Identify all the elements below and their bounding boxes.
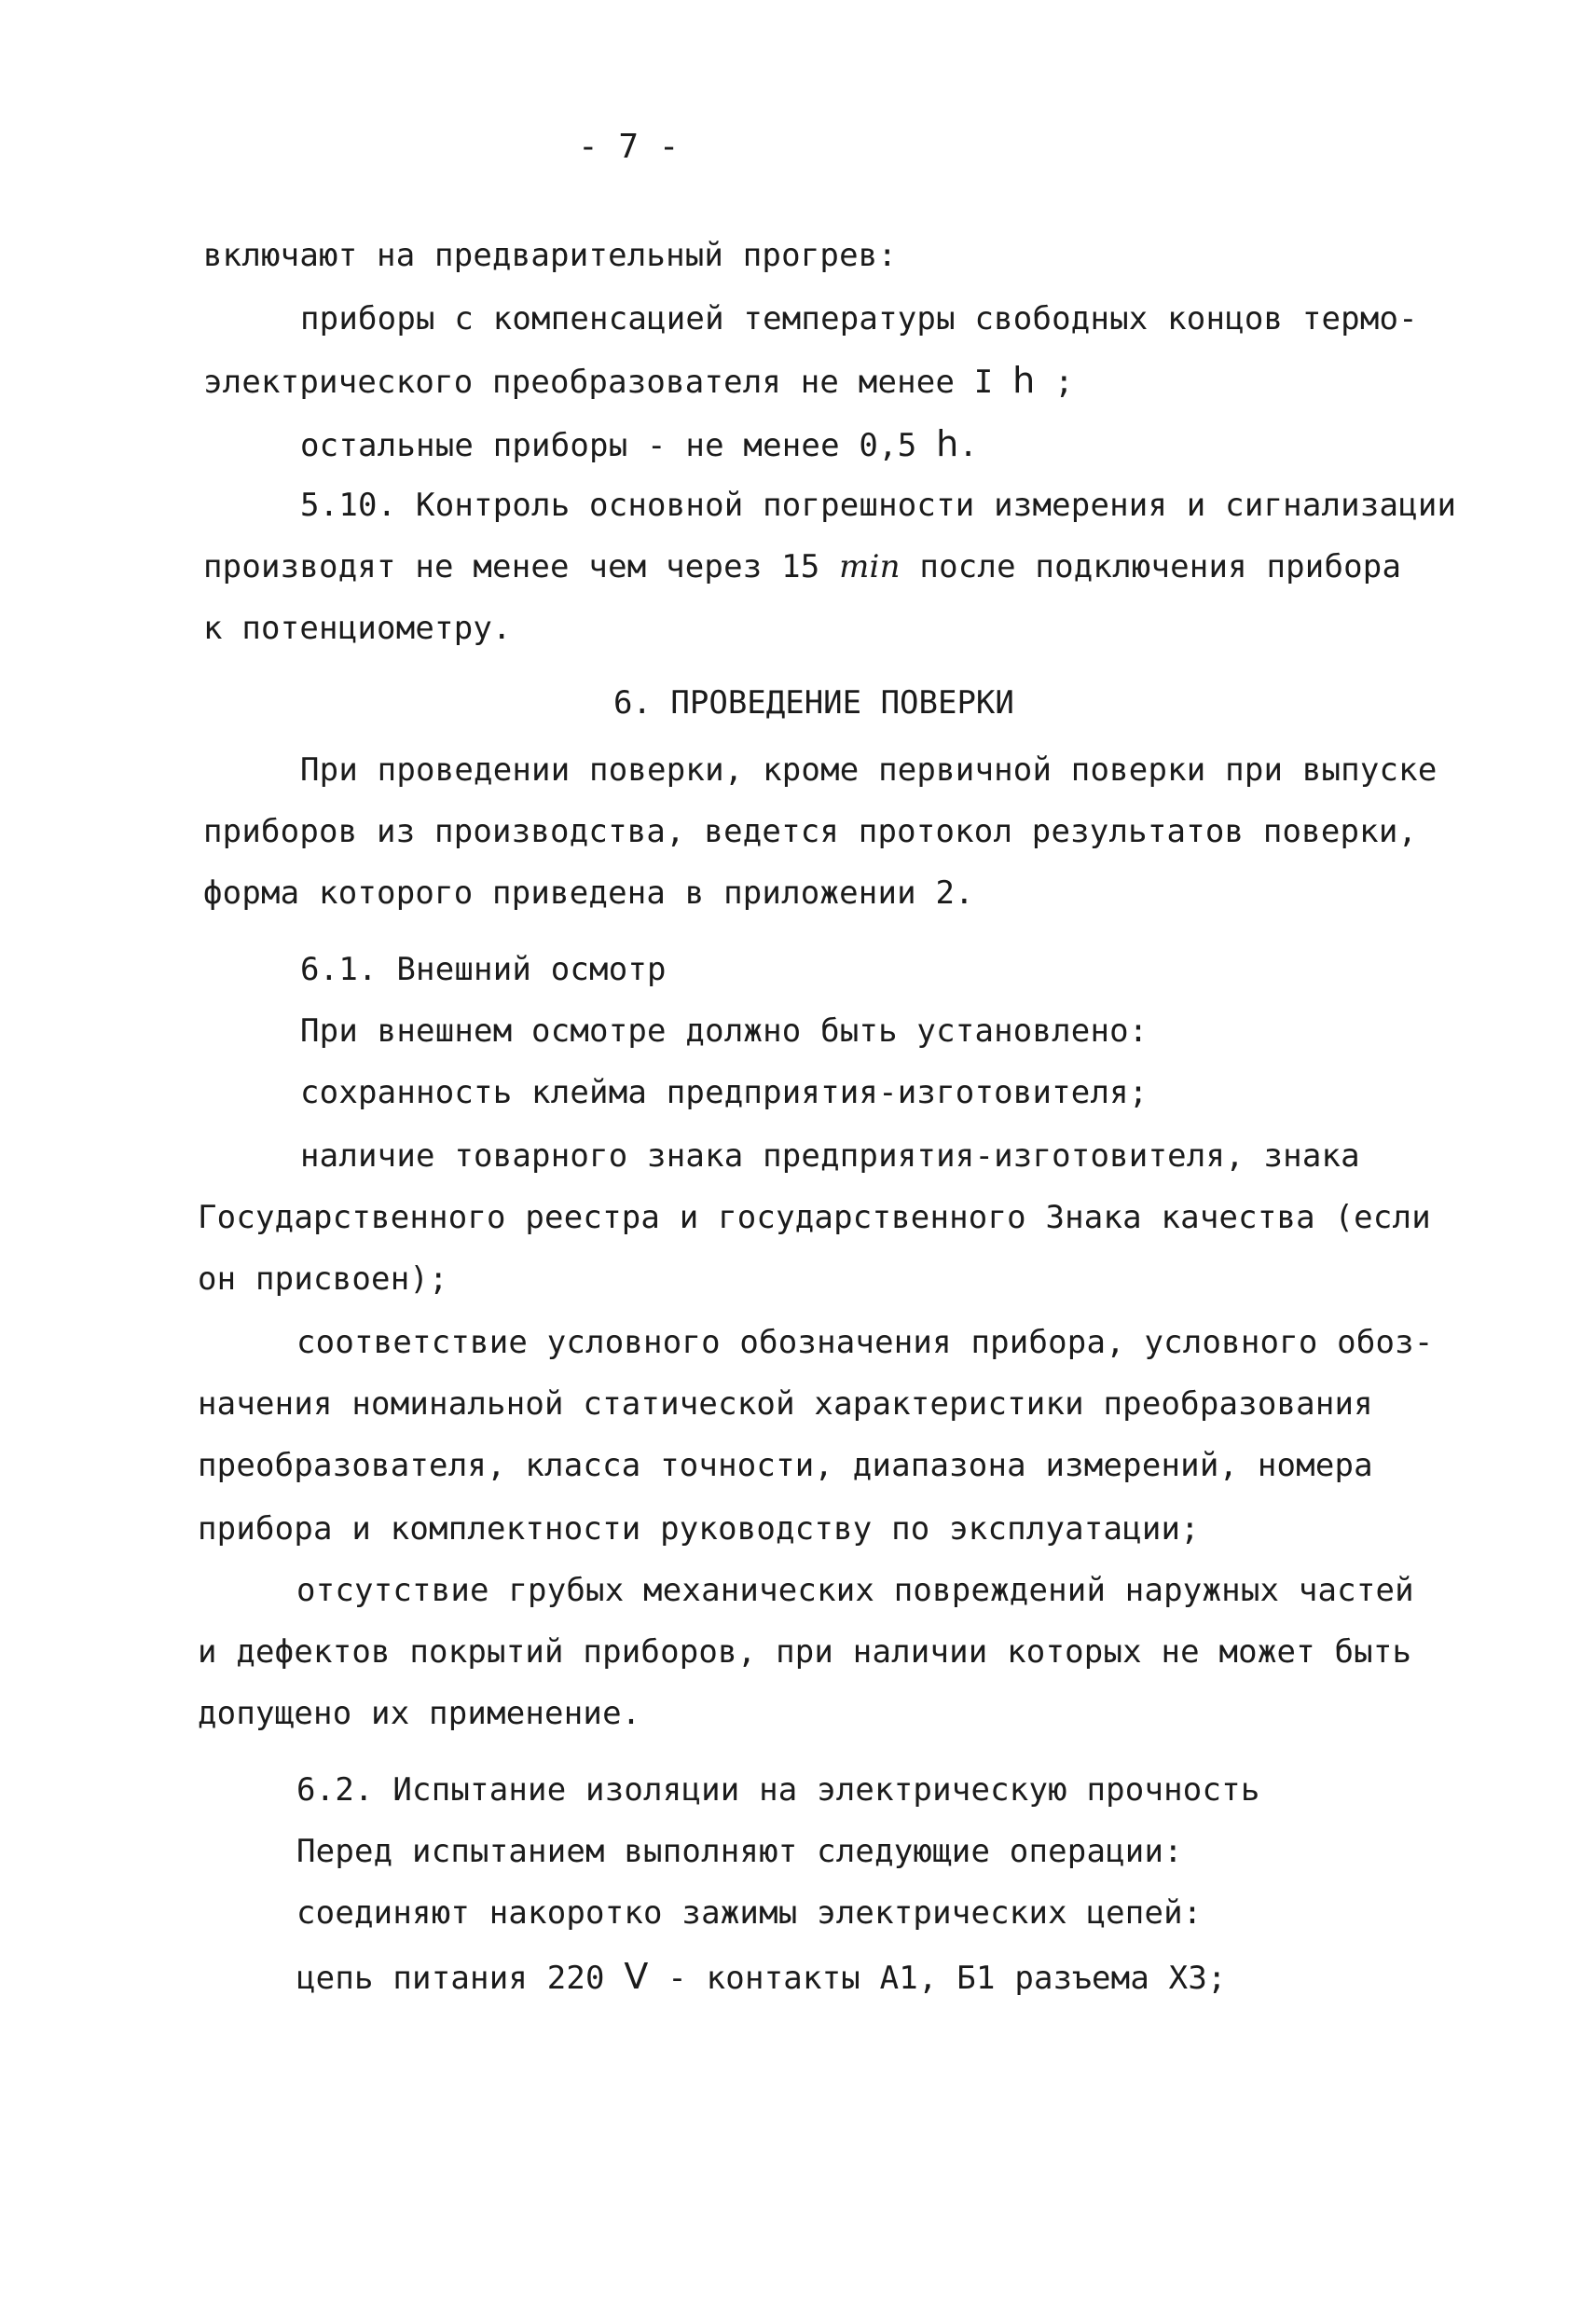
unit-minute: min: [839, 548, 901, 585]
text-line-27-text-a: цепь питания 220: [296, 1960, 625, 1997]
text-line-22-text: и дефектов покрытий приборов, при наличии которых не может быть: [198, 1633, 1412, 1671]
text-line-16-text: он присвоен);: [198, 1260, 448, 1298]
text-line-3: [203, 362, 1074, 401]
text-line-18: [198, 1385, 1373, 1423]
text-line-15-text: Государственного реестра и государственного Знака качества (если: [198, 1199, 1431, 1236]
text-line-8-text: При проведении поверки, кроме первичной поверки при выпуске: [300, 751, 1438, 789]
text-line-7-text: к потенциометру.: [203, 610, 512, 647]
text-line-16: [198, 1260, 448, 1298]
text-line-6: [203, 548, 1401, 585]
text-line-4: [300, 425, 978, 464]
text-line-14-text: наличие товарного знака предприятия-изготовителя, знака: [300, 1137, 1360, 1175]
text-line-6-text-b: после подключения прибора: [900, 548, 1402, 585]
text-line-8: [300, 751, 1438, 789]
text-line-17: [296, 1324, 1434, 1361]
text-line-5: [300, 487, 1456, 524]
text-line-17-text: соответствие условного обозначения прибора, условного обоз-: [296, 1324, 1434, 1361]
text-line-12: [300, 1012, 1148, 1050]
subsection-heading-6-1-text: 6.1. Внешний осмотр: [300, 951, 667, 988]
text-line-14: [300, 1137, 1360, 1175]
text-line-3-text-a: электрического преобразователя не менее I: [203, 364, 1013, 401]
text-line-15: [198, 1199, 1431, 1236]
subsection-heading-6-2-text: 6.2. Испытание изоляции на электрическую прочность: [296, 1771, 1260, 1809]
text-line-25: [296, 1833, 1183, 1870]
text-line-21-text: отсутствие грубых механических повреждений наружных частей: [296, 1572, 1414, 1609]
text-line-26: [296, 1894, 1202, 1932]
text-line-22: [198, 1633, 1411, 1671]
unit-hour: h: [1012, 360, 1036, 401]
page-number: - 7 -: [578, 128, 680, 166]
text-line-23: [198, 1695, 640, 1732]
unit-hour: h: [936, 423, 959, 464]
text-line-2-text: приборы с компенсацией температуры свободных концов термо-: [300, 300, 1418, 337]
text-line-4-text-a: остальные приборы - не менее 0,5: [300, 427, 937, 464]
text-line-7: [203, 610, 512, 647]
text-line-27-text-b: - контакты A1, Б1 разъема X3;: [648, 1960, 1227, 1997]
unit-volt: V: [624, 1956, 649, 1997]
text-line-10: [203, 874, 974, 912]
subsection-heading-6-1: [300, 951, 667, 988]
text-line-18-text: начения номинальной статической характеристики преобразования: [198, 1385, 1373, 1423]
text-line-9: [203, 813, 1417, 850]
text-line-20-text: прибора и комплектности руководству по эксплуатации;: [198, 1510, 1200, 1548]
text-line-19-text: преобразователя, класса точности, диапазона измерений, номера: [198, 1447, 1373, 1484]
text-line-9-text: приборов из производства, ведется протокол результатов поверки,: [203, 813, 1418, 850]
text-line-26-text: соединяют накоротко зажимы электрических цепей:: [296, 1894, 1203, 1932]
text-line-10-text: форма которого приведена в приложении 2.: [203, 874, 974, 912]
text-line-1-text: включают на предварительный прогрев:: [203, 237, 898, 274]
text-line-20: [198, 1510, 1200, 1548]
text-line-13-text: сохранность клейма предприятия-изготовителя;: [300, 1074, 1149, 1111]
text-line-12-text: При внешнем осмотре должно быть установлено:: [300, 1012, 1149, 1050]
subsection-heading-6-2: [296, 1771, 1260, 1809]
text-line-21: [296, 1572, 1414, 1609]
text-line-1: [203, 237, 897, 274]
text-line-6-text-a: производят не менее чем через 15: [203, 548, 840, 585]
text-line-27: [296, 1958, 1227, 1997]
text-line-4-text-b: .: [958, 427, 979, 464]
text-line-19: [198, 1447, 1373, 1484]
text-line-25-text: Перед испытанием выполняют следующие операции:: [296, 1833, 1183, 1870]
text-line-5-text: 5.10. Контроль основной погрешности измерения и сигнализации: [300, 487, 1457, 524]
text-line-2: [300, 300, 1418, 337]
text-line-3-text-b: ;: [1035, 364, 1074, 401]
text-line-23-text: допущено их применение.: [198, 1695, 641, 1732]
section-heading: 6. ПРОВЕДЕНИЕ ПОВЕРКИ: [613, 684, 1014, 722]
text-line-13: [300, 1074, 1148, 1111]
